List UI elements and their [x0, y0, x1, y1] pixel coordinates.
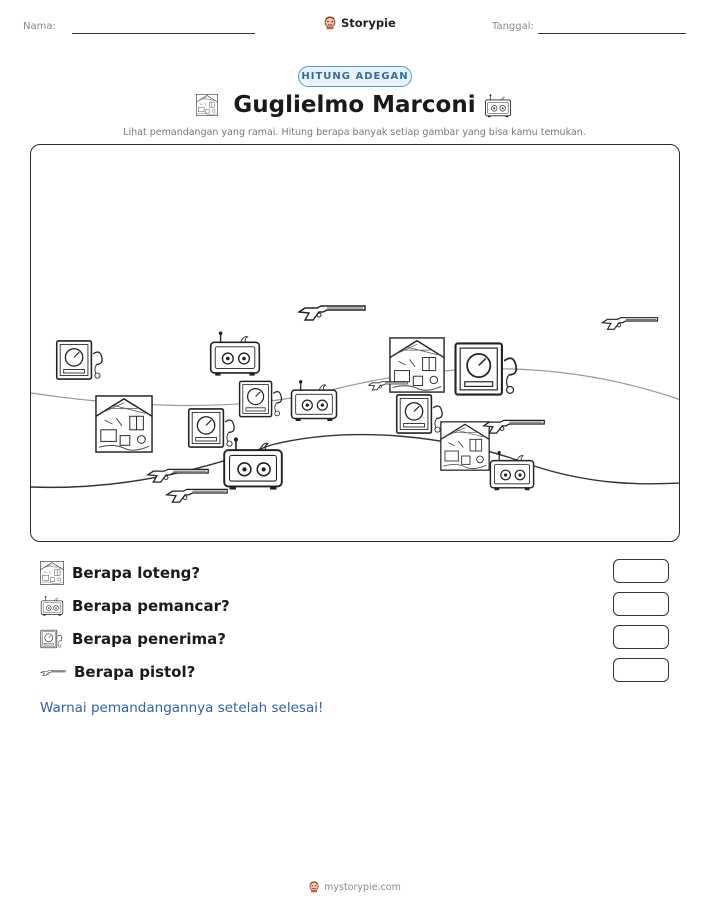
pistol-item: [148, 469, 208, 482]
answer-box-loteng[interactable]: [613, 559, 669, 583]
question-pistol: [40, 659, 195, 685]
question-text: Berapa loteng?: [72, 564, 201, 582]
question-loteng: [40, 560, 200, 586]
question-text: Berapa pemancar?: [72, 597, 230, 615]
footer-url[interactable]: mystorypie.com: [324, 881, 401, 893]
brand-name: Storypie: [341, 16, 396, 30]
footer: [0, 880, 709, 894]
question-text: Berapa penerima?: [72, 630, 226, 648]
loteng-icon: [40, 561, 64, 585]
loteng-item: [96, 396, 152, 452]
answer-box-penerima[interactable]: [613, 625, 669, 649]
pemancar-icon: [484, 94, 512, 118]
pemancar-item: [490, 451, 533, 490]
pistol-item: [167, 489, 227, 502]
instructions: Lihat pemandangan yang ramai. Hitung berapa banyak setiap gambar yang bisa kamu temukan.: [123, 127, 586, 138]
name-label: Nama:: [23, 21, 56, 32]
pistol-item: [299, 306, 365, 320]
question-penerima: [40, 626, 226, 652]
penerima-item: [189, 409, 234, 447]
activity-badge: HITUNG ADEGAN: [298, 66, 412, 87]
storypie-logo: [323, 12, 396, 34]
date-label: Tanggal:: [492, 21, 534, 32]
penerima-icon: [40, 628, 64, 650]
storypie-mascot-icon: [323, 15, 337, 31]
penerima-item: [57, 341, 102, 379]
pemancar-item: [292, 380, 337, 421]
answer-box-pistol[interactable]: [613, 658, 669, 682]
penerima-item: [240, 381, 282, 416]
pistol-item: [603, 318, 658, 330]
loteng-item: [441, 422, 489, 470]
pistol-icon: [40, 666, 66, 678]
name-line[interactable]: [72, 33, 255, 34]
scene-illustration: [31, 145, 680, 542]
date-line[interactable]: [538, 33, 686, 34]
storypie-mascot-icon: [308, 880, 320, 894]
page-title: Guglielmo Marconi: [233, 92, 476, 118]
pemancar-icon: [40, 594, 64, 618]
question-text: Berapa pistol?: [74, 663, 196, 681]
question-pemancar: [40, 593, 230, 619]
coloring-note: Warnai pemandangannya setelah selesai!: [40, 700, 324, 716]
pistol-item: [484, 420, 545, 433]
counting-scene: [30, 144, 680, 542]
penerima-item: [397, 395, 442, 433]
pemancar-item: [211, 332, 260, 376]
answer-box-pemancar[interactable]: [613, 592, 669, 616]
